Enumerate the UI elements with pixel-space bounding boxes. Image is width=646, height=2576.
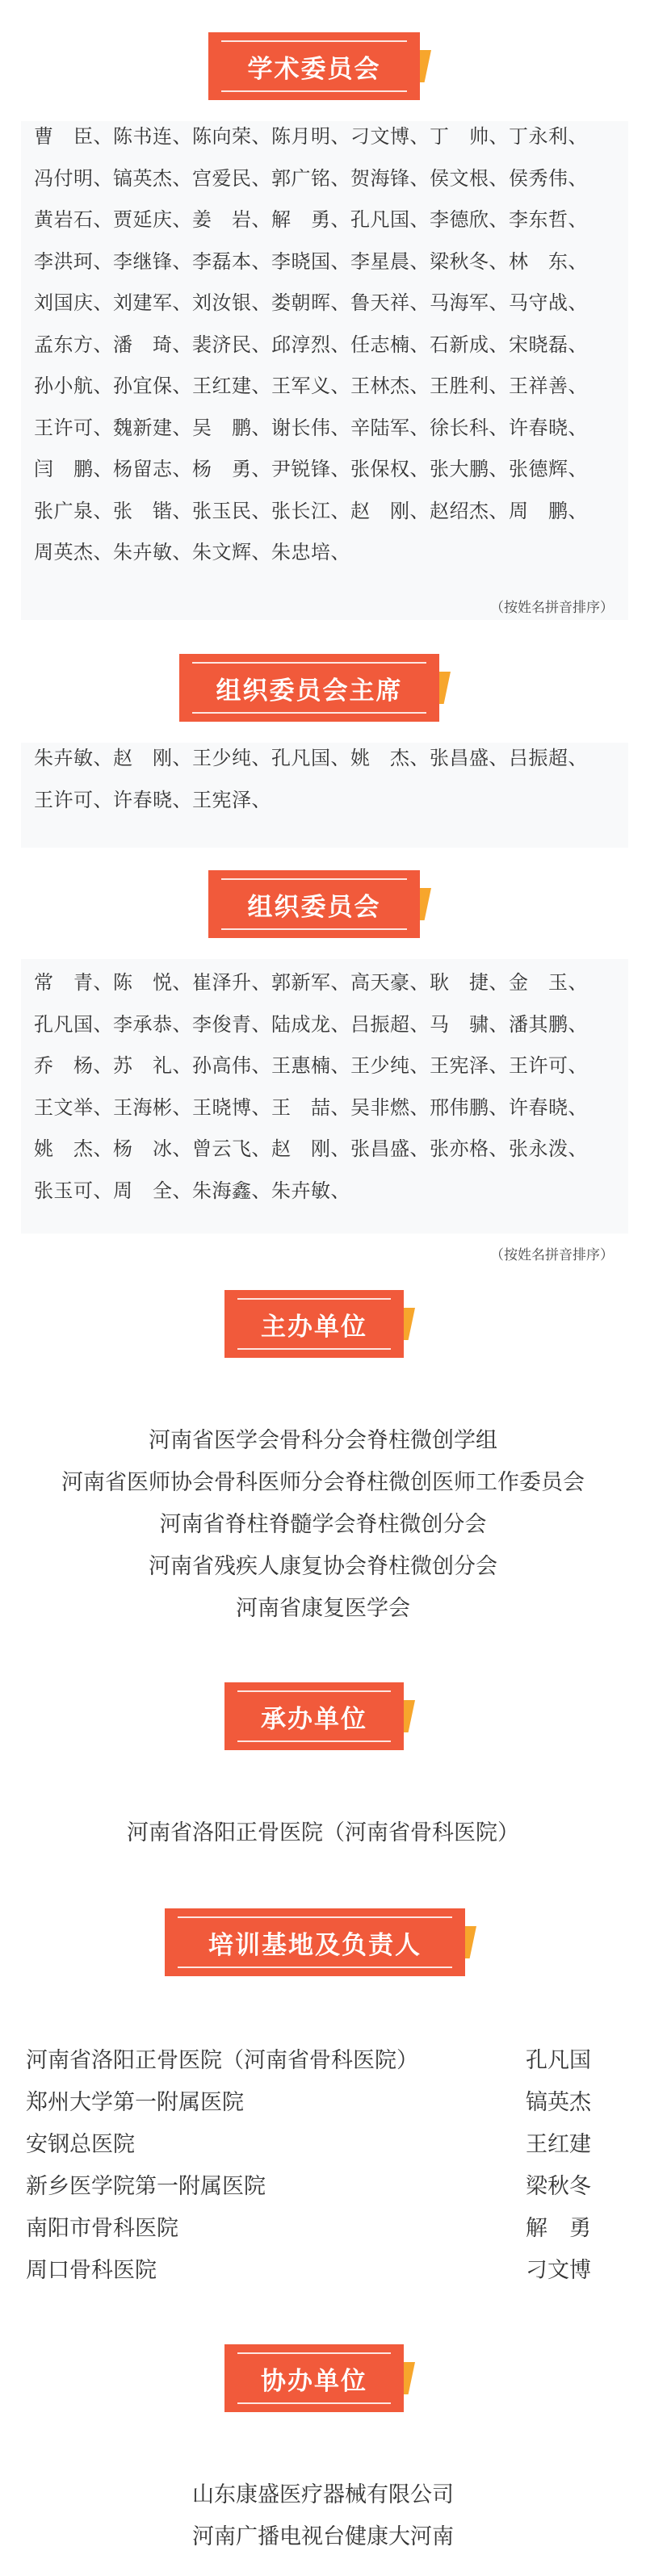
member-name: 张 锴: [113, 499, 173, 522]
member-name: 赵 刚: [350, 499, 410, 522]
member-name: 周 全: [113, 1179, 173, 1202]
member-name: 金 玉: [509, 971, 568, 994]
member-name: 辛陆军: [350, 416, 410, 439]
host-line: 河南省医师协会骨科医师分会脊柱微创医师工作委员会: [61, 1470, 585, 1495]
member-name: 郭新军: [271, 971, 331, 994]
member-name: 裴济民: [192, 333, 252, 356]
org-sort-note: （按姓名拼音排序）: [490, 1247, 614, 1263]
member-name: 王许可: [509, 1054, 568, 1077]
member-name: 崔泽升: [192, 971, 252, 994]
base-row: [26, 2252, 591, 2293]
member-name: 朱文辉: [192, 541, 252, 563]
base-org: 河南省洛阳正骨医院（河南省骨科医院）: [26, 2048, 418, 2073]
base-org: 安钢总医院: [26, 2132, 135, 2157]
base-org: 周口骨科医院: [26, 2258, 157, 2283]
member-name: 石新成: [430, 333, 489, 356]
member-name: 吴 鹏: [192, 416, 252, 439]
member-name: 贾延庆: [113, 208, 173, 231]
member-name: 魏新建: [113, 416, 173, 439]
member-name: 马 骕: [430, 1012, 489, 1036]
member-name: 孙小航: [34, 375, 94, 397]
member-name: 邢伟鹏: [430, 1095, 489, 1119]
organizer-title: 承办单位: [261, 1704, 367, 1734]
member-name: 周 鹏: [509, 499, 568, 522]
member-name: 王军义: [271, 375, 331, 397]
member-name: 张玉民: [192, 499, 252, 522]
member-name: 孔凡国: [350, 208, 410, 231]
host-line: 河南省残疾人康复协会脊柱微创分会: [149, 1554, 497, 1579]
member-name: 王晓博: [192, 1095, 252, 1119]
member-name: 解 勇: [271, 208, 331, 231]
member-name: 朱海鑫: [192, 1179, 252, 1202]
member-name: 王文举: [34, 1095, 94, 1119]
member-name: 王林杰: [350, 375, 410, 397]
academic-title: 学术委员会: [247, 54, 381, 84]
member-name: 朱忠培: [271, 541, 331, 563]
member-name: 丁 帅: [430, 125, 489, 148]
member-name: 刘建军: [113, 291, 173, 314]
member-name: 周英杰: [34, 541, 94, 563]
member-name: 王祥善: [509, 375, 568, 397]
member-name: 曹 臣: [34, 125, 94, 148]
member-name: 林 东: [509, 249, 568, 273]
base-row: [26, 2210, 591, 2251]
member-name: 郭广铭: [271, 166, 331, 190]
member-name: 孔凡国: [271, 747, 331, 769]
member-name: 马守战: [509, 291, 568, 314]
org-chair-name-list: 朱卉敏、赵 刚、王少纯、孔凡国、姚 杰、张昌盛、吕振超、王许可、许春晓、王宪泽、: [34, 747, 588, 811]
member-name: 冯付明: [34, 166, 94, 190]
member-name: 陈月明: [271, 125, 331, 148]
member-name: 刘汝银: [192, 291, 252, 314]
member-name: 刁文博: [350, 125, 410, 148]
base-person: 王红建: [526, 2132, 591, 2157]
member-name: 赵 刚: [271, 1137, 331, 1160]
member-name: 赵绍杰: [430, 499, 489, 522]
member-name: 任志楠: [350, 333, 410, 356]
member-name: 娄朝晖: [271, 291, 331, 314]
base-row: [26, 2042, 591, 2083]
member-name: 杨 勇: [192, 458, 252, 480]
member-name: 李承恭: [113, 1012, 173, 1036]
member-name: 王惠楠: [271, 1054, 331, 1077]
host-line: 河南省脊柱脊髓学会脊柱微创分会: [159, 1512, 487, 1537]
member-name: 张保权: [350, 458, 410, 480]
member-name: 张广泉: [34, 499, 94, 522]
member-name: 姜 岩: [192, 208, 252, 231]
member-name: 马海军: [430, 291, 489, 314]
member-name: 侯文根: [430, 166, 489, 190]
base-org: 郑州大学第一附属医院: [26, 2090, 244, 2115]
base-person: 解 勇: [526, 2216, 591, 2241]
member-name: 潘 琦: [113, 333, 173, 356]
member-name: 朱卉敏: [34, 747, 94, 769]
member-name: 丁永利: [509, 125, 568, 148]
bases-title: 培训基地及负责人: [208, 1930, 422, 1960]
member-name: 陆成龙: [271, 1012, 331, 1036]
member-name: 高天豪: [350, 971, 410, 994]
organizer-banner: [0, 1682, 646, 1755]
member-name: 杨 冰: [113, 1137, 173, 1160]
member-name: 张长江: [271, 499, 331, 522]
member-name: 宋晓磊: [509, 333, 568, 356]
base-org: 南阳市骨科医院: [26, 2216, 178, 2241]
org-name-list: 常 青、陈 悦、崔泽升、郭新军、高天豪、耿 捷、金 玉、孔凡国、李承恭、李俊青、陆成龙、吕振超、马 骕、潘其鹏、乔 杨、苏 礼、孙高伟、王惠楠、王少纯、王宪泽、王许可、王文举、王海彬、王晓博、王 喆、吴非燃、邢伟鹏、许春晓、姚 杰、杨 冰、曾云飞、赵 刚、张昌盛、张亦格、张永泼、张玉可、周 全、朱海鑫、朱卉敏、: [34, 971, 588, 1202]
bases-banner: [0, 1908, 646, 1981]
member-name: 许春晓: [509, 416, 568, 439]
host-banner: [0, 1290, 646, 1363]
member-name: 贺海锋: [350, 166, 410, 190]
base-person: 孔凡国: [526, 2048, 591, 2073]
base-row: [26, 2168, 591, 2209]
member-name: 潘其鹏: [509, 1012, 568, 1036]
member-name: 吴非燃: [350, 1095, 410, 1119]
member-name: 王宪泽: [430, 1054, 489, 1077]
member-name: 徐长科: [430, 416, 489, 439]
member-name: 许春晓: [509, 1095, 568, 1119]
member-name: 张昌盛: [350, 1137, 410, 1160]
member-name: 陈 悦: [113, 971, 173, 994]
member-name: 邱淳烈: [271, 333, 331, 356]
member-name: 王少纯: [350, 1054, 410, 1077]
academic-sort-note: （按姓名拼音排序）: [490, 600, 614, 616]
member-name: 苏 礼: [113, 1054, 173, 1077]
member-name: 王 喆: [271, 1095, 331, 1119]
member-name: 孔凡国: [34, 1012, 94, 1036]
member-name: 吕振超: [350, 1012, 410, 1036]
member-name: 张德辉: [509, 458, 568, 480]
academic-name-list: 曹 臣、陈书连、陈向荣、陈月明、刁文博、丁 帅、丁永利、冯付明、镐英杰、宫爱民、郭广铭、贺海锋、侯文根、侯秀伟、黄岩石、贾延庆、姜 岩、解 勇、孔凡国、李德欣、李东哲、李洪珂、李继锋、李磊本、李晓国、李星晨、梁秋冬、林 东、刘国庆、刘建军、刘汝银、娄朝晖、鲁天祥、马海军、马守战、孟东方、潘 琦、裴济民、邱淳烈、任志楠、石新成、宋晓磊、孙小航、孙宜保、王红建、王军义、王林杰、王胜利、王祥善、王许可、魏新建、吴 鹏、谢长伟、辛陆军、徐长科、许春晓、闫 鹏、杨留志、杨 勇、尹锐锋、张保权、张大鹏、张德辉、张广泉、张 锴、张玉民、张长江、赵 刚、赵绍杰、周 鹏、周英杰、朱卉敏、朱文辉、朱忠培、: [34, 125, 588, 563]
member-name: 梁秋冬: [430, 249, 489, 273]
member-name: 李继锋: [113, 249, 173, 273]
member-name: 孟东方: [34, 333, 94, 356]
member-name: 吕振超: [509, 747, 568, 769]
member-name: 李磊本: [192, 249, 252, 273]
co-organizer-line: 河南广播电视台健康大河南: [192, 2524, 454, 2549]
member-name: 李洪珂: [34, 249, 94, 273]
member-name: 李俊青: [192, 1012, 252, 1036]
base-row: [26, 2126, 591, 2167]
host-line: 河南省康复医学会: [236, 1596, 410, 1621]
member-name: 李东哲: [509, 208, 568, 231]
member-name: 黄岩石: [34, 208, 94, 231]
member-name: 李星晨: [350, 249, 410, 273]
member-name: 许春晓: [113, 788, 173, 811]
member-name: 王胜利: [430, 375, 489, 397]
member-name: 陈向荣: [192, 125, 252, 148]
member-name: 尹锐锋: [271, 458, 331, 480]
member-name: 朱卉敏: [113, 541, 173, 563]
member-name: 乔 杨: [34, 1054, 94, 1077]
base-person: 镐英杰: [526, 2090, 591, 2115]
member-name: 刘国庆: [34, 291, 94, 314]
member-name: 王海彬: [113, 1095, 173, 1119]
org-chair-title: 组织委员会主席: [216, 676, 403, 706]
member-name: 王红建: [192, 375, 252, 397]
member-name: 曾云飞: [192, 1137, 252, 1160]
member-name: 张昌盛: [430, 747, 489, 769]
member-name: 孙宜保: [113, 375, 173, 397]
member-name: 赵 刚: [113, 747, 173, 769]
member-name: 王宪泽: [192, 788, 252, 811]
base-row: [26, 2084, 591, 2125]
base-person: 刁文博: [526, 2258, 591, 2283]
org-banner: [0, 870, 646, 943]
member-name: 陈书连: [113, 125, 173, 148]
base-person: 梁秋冬: [526, 2174, 591, 2199]
host-line: 河南省医学会骨科分会脊柱微创学组: [149, 1428, 497, 1453]
host-title: 主办单位: [261, 1312, 367, 1342]
member-name: 鲁天祥: [350, 291, 410, 314]
academic-banner: [0, 32, 646, 105]
member-name: 闫 鹏: [34, 458, 94, 480]
org-title: 组织委员会: [247, 892, 381, 922]
member-name: 谢长伟: [271, 416, 331, 439]
member-name: 杨留志: [113, 458, 173, 480]
org-chair-banner: [0, 654, 646, 727]
member-name: 王许可: [34, 416, 94, 439]
member-name: 李德欣: [430, 208, 489, 231]
member-name: 常 青: [34, 971, 94, 994]
member-name: 孙高伟: [192, 1054, 252, 1077]
member-name: 张永泼: [509, 1137, 568, 1160]
member-name: 张玉可: [34, 1179, 94, 1202]
co-organizer-banner: [0, 2344, 646, 2417]
base-org: 新乡医学院第一附属医院: [26, 2174, 266, 2199]
member-name: 侯秀伟: [509, 166, 568, 190]
member-name: 姚 杰: [34, 1137, 94, 1160]
member-name: 李晓国: [271, 249, 331, 273]
member-name: 姚 杰: [350, 747, 410, 769]
member-name: 镐英杰: [113, 166, 173, 190]
member-name: 耿 捷: [430, 971, 489, 994]
member-name: 朱卉敏: [271, 1179, 331, 1202]
organizer-line: 河南省洛阳正骨医院（河南省骨科医院）: [127, 1820, 519, 1845]
member-name: 张亦格: [430, 1137, 489, 1160]
member-name: 宫爱民: [192, 166, 252, 190]
co-organizer-line: 山东康盛医疗器械有限公司: [192, 2482, 454, 2507]
member-name: 王少纯: [192, 747, 252, 769]
member-name: 王许可: [34, 788, 94, 811]
co-organizer-title: 协办单位: [261, 2366, 367, 2396]
member-name: 张大鹏: [430, 458, 489, 480]
